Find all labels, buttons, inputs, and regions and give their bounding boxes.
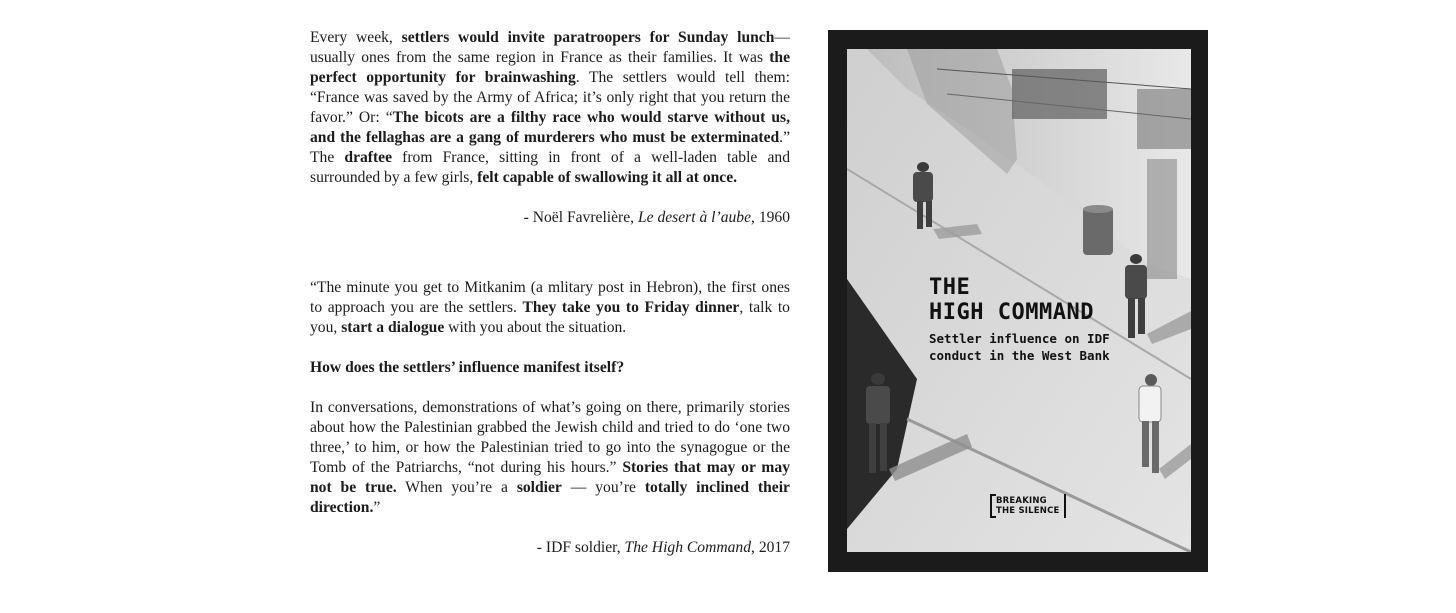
quote-text: — you’re: [561, 479, 645, 496]
attribution-author: - Noël Favrelière,: [523, 209, 638, 226]
cover-subtitle-line: conduct in the West Bank: [929, 348, 1110, 363]
text-column: [310, 28, 790, 558]
quote-emphasis: Stories that may or may not be true.: [310, 459, 790, 496]
quote-text: from France, sitting in front of a well-laden table and surrounded by a few girls,: [310, 149, 790, 186]
quote-emphasis: totally inclined their direction.: [310, 479, 790, 516]
quote-emphasis: the perfect opportunity for brainwashing: [310, 49, 790, 86]
quote-text: .” The: [310, 129, 790, 166]
attribution-favreliere: [310, 208, 790, 228]
logo-line: BREAKING: [996, 496, 1047, 506]
quote-text: In conversations, demonstrations of what’s going on there, primarily stories about how the Palestinian grabbed the Jewish child and tried to do ‘one two three,’ to him, or how the Palestinian tried to go into the synagogue or the Tomb of the Patriarchs, “not during his hours.”: [310, 399, 790, 476]
quote-emphasis: They take you to Friday dinner: [522, 299, 740, 316]
quote-text: Every week,: [310, 29, 402, 46]
logo-line: THE SILENCE: [996, 506, 1060, 516]
question-text: How does the settlers’ influence manifest itself?: [310, 359, 625, 376]
quote-emphasis: soldier: [516, 479, 562, 496]
attribution-year: , 2017: [751, 539, 790, 556]
attribution-title: The High Command: [624, 539, 752, 556]
quote-text: When you’re a: [396, 479, 517, 496]
interview-question: [310, 358, 790, 378]
cover-title: [929, 275, 1094, 325]
cover-subtitle-line: Settler influence on IDF: [929, 331, 1110, 346]
quote-text: ”: [373, 499, 381, 516]
attribution-idf-soldier: [310, 538, 790, 558]
book-cover-frame: [828, 30, 1208, 572]
quote-idf-soldier-intro: [310, 278, 790, 338]
attribution-year: , 1960: [751, 209, 790, 226]
quote-text: , talk to you,: [310, 299, 790, 336]
quote-emphasis: start a dialogue: [341, 319, 445, 336]
quote-emphasis: The bicots are a filthy race who would starve without us, and the fellaghas are a gang of murderers who must be exterminated: [310, 109, 790, 146]
cover-title-line: HIGH COMMAND: [929, 300, 1094, 325]
book-cover: [847, 49, 1191, 552]
cover-title-line: THE: [929, 275, 971, 300]
quote-text: with you about the situation.: [444, 319, 627, 336]
breaking-the-silence-logo: [990, 494, 1066, 518]
quote-emphasis: draftee: [344, 149, 393, 166]
quote-emphasis: felt capable of swallowing it all at once.: [477, 169, 738, 186]
quote-text: . The settlers would tell them: “France was saved by the Army of Africa; it’s only right that you return the favor.” Or: “: [310, 69, 790, 126]
attribution-author: - IDF soldier,: [536, 539, 625, 556]
attribution-title: Le desert à l’aube: [637, 209, 752, 226]
quote-emphasis: settlers would invite paratroopers for Sunday lunch: [401, 29, 775, 46]
quote-text: “The minute you get to Mitkanim (a mlitary post in Hebron), the first ones to approach you are the settlers.: [310, 279, 790, 316]
quote-idf-soldier-answer: [310, 398, 790, 518]
cover-subtitle: [929, 330, 1110, 364]
quote-text: — usually ones from the same region in France as their families. It was: [310, 29, 790, 66]
quote-favreliere: [310, 28, 790, 188]
